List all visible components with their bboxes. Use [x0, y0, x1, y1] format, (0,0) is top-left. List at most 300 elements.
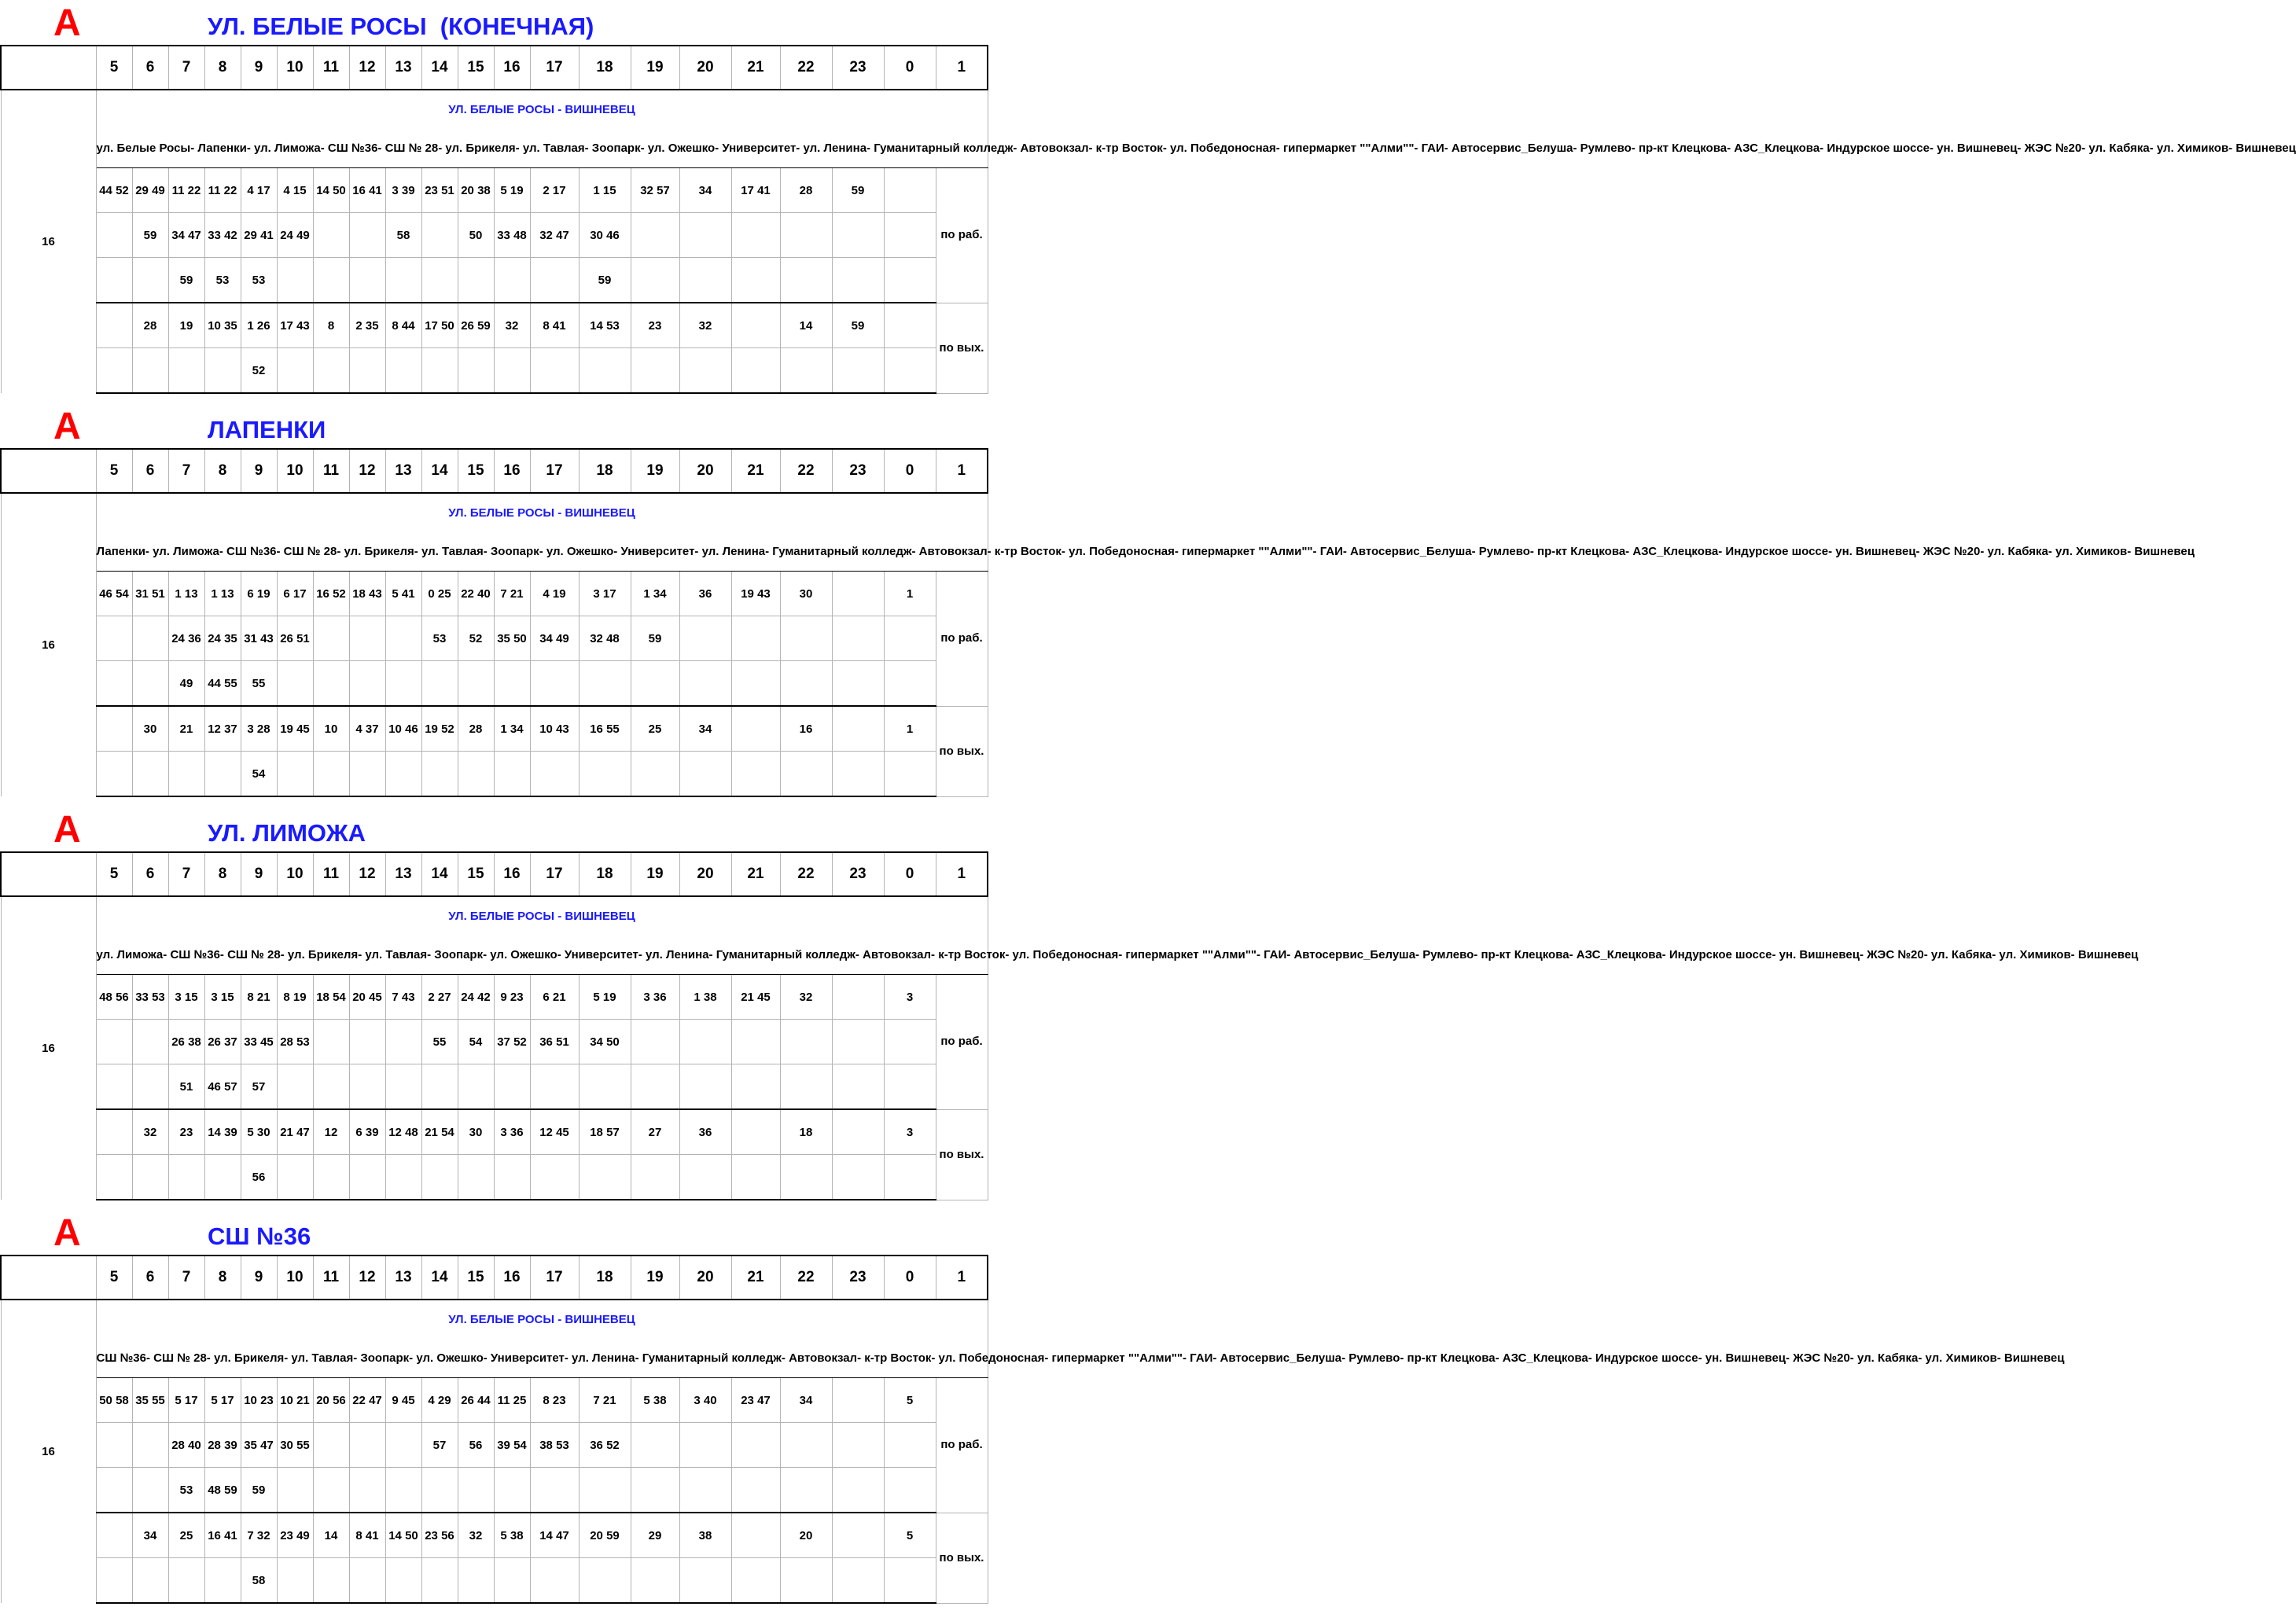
- route-title-row: [1, 896, 988, 935]
- departure-cell: [349, 1558, 385, 1604]
- departure-cell: 2 27: [421, 975, 458, 1020]
- departure-cell: 32: [780, 975, 832, 1020]
- departure-cell: 24 42: [458, 975, 494, 1020]
- timetable-row: [1, 168, 988, 213]
- route-title-row: [1, 90, 988, 128]
- departure-cell: 20 45: [349, 975, 385, 1020]
- departure-cell: 6 39: [349, 1109, 385, 1155]
- departure-cell: 37 52: [494, 1020, 530, 1064]
- timetable-row: [1, 258, 988, 303]
- hour-header: 1: [936, 852, 988, 896]
- departure-cell: 23 56: [421, 1513, 458, 1558]
- departure-cell: [277, 752, 313, 797]
- departure-cell: [96, 303, 132, 348]
- departure-cell: [832, 752, 884, 797]
- hour-header: 7: [168, 1256, 204, 1300]
- hours-corner: [1, 46, 96, 90]
- departure-cell: [884, 213, 936, 258]
- departure-cell: [579, 1155, 631, 1200]
- hour-header: 16: [494, 852, 530, 896]
- hour-header: 17: [530, 46, 579, 90]
- departure-cell: 21 47: [277, 1109, 313, 1155]
- hour-header: 12: [349, 449, 385, 493]
- departure-cell: [579, 752, 631, 797]
- departure-cell: 18 54: [313, 975, 349, 1020]
- departure-cell: [884, 1558, 936, 1604]
- timetable-row: [1, 1109, 988, 1155]
- departure-cell: 3 39: [385, 168, 421, 213]
- departure-cell: 12 48: [385, 1109, 421, 1155]
- departure-cell: [458, 1558, 494, 1604]
- departure-cell: [884, 258, 936, 303]
- hour-header: 16: [494, 449, 530, 493]
- hour-header: 21: [731, 46, 780, 90]
- departure-cell: 59: [631, 616, 679, 661]
- hour-header: 13: [385, 46, 421, 90]
- departure-cell: 5 17: [204, 1378, 241, 1423]
- departure-cell: 50: [458, 213, 494, 258]
- departure-cell: [385, 1423, 421, 1468]
- departure-cell: [313, 258, 349, 303]
- weekend-label: по вых.: [936, 1109, 988, 1200]
- hour-header: 11: [313, 852, 349, 896]
- departure-cell: 19 43: [731, 572, 780, 616]
- departure-cell: 36: [679, 1109, 731, 1155]
- departure-cell: [679, 1155, 731, 1200]
- departure-cell: [631, 1155, 679, 1200]
- departure-cell: [631, 661, 679, 707]
- departure-cell: 14 39: [204, 1109, 241, 1155]
- departure-cell: [884, 661, 936, 707]
- timetable-row: [1, 616, 988, 661]
- departure-cell: 30: [458, 1109, 494, 1155]
- hour-header: 14: [421, 852, 458, 896]
- departure-cell: 58: [385, 213, 421, 258]
- departure-cell: [731, 1513, 780, 1558]
- departure-cell: [884, 303, 936, 348]
- schedule-table: [0, 851, 2139, 1200]
- departure-cell: [494, 258, 530, 303]
- departure-cell: 10 21: [277, 1378, 313, 1423]
- departure-cell: [832, 1558, 884, 1604]
- departure-cell: 17 50: [421, 303, 458, 348]
- departure-cell: [679, 258, 731, 303]
- stops-row: [1, 1338, 988, 1378]
- departure-cell: [884, 1423, 936, 1468]
- departure-cell: 51: [168, 1064, 204, 1110]
- timetable-row: [1, 1513, 988, 1558]
- departure-cell: [421, 661, 458, 707]
- route-title-row: [1, 1300, 988, 1338]
- departure-cell: 32 47: [530, 213, 579, 258]
- section-header: [0, 807, 983, 851]
- stops-list: Лапенки- ул. Лиможа- СШ №36- СШ № 28- ул. Брикеля- ул. Тавлая- Зоопарк- ул. Ожешко- Университет- ул. Ленина- Гуманитарный колледж- Автовокзал- к-тр Восток- ул. Победоносная- гипермаркет ""Алми""- ГАИ- Автосервис_Белуша- Румлево- пр-кт Клецкова- АЗС_Клецкова- Индурское шоссе- ун. Вишневец- ЖЭС №20- ул. Кабяка- ул. Химиков- Вишневец: [96, 531, 988, 572]
- schedule-table: [0, 45, 2296, 394]
- hour-header: 20: [679, 46, 731, 90]
- departure-cell: 30 55: [277, 1423, 313, 1468]
- departure-cell: [494, 1155, 530, 1200]
- departure-cell: 5: [884, 1378, 936, 1423]
- departure-cell: 29 41: [241, 213, 277, 258]
- departure-cell: 3 15: [168, 975, 204, 1020]
- hour-header: 19: [631, 852, 679, 896]
- departure-cell: [204, 752, 241, 797]
- departure-cell: [832, 348, 884, 394]
- departure-cell: 16: [780, 706, 832, 752]
- departure-cell: 28: [132, 303, 168, 348]
- stops-list: ул. Белые Росы- Лапенки- ул. Лиможа- СШ №36- СШ № 28- ул. Брикеля- ул. Тавлая- Зоопарк- ул. Ожешко- Университет- ул. Ленина- Гуманитарный колледж- Автовокзал- к-тр Восток- ул. Победоносная- гипермаркет ""Алми""- ГАИ- Автосервис_Белуша- Румлево- пр-кт Клецкова- АЗС_Клецкова- Индурское шоссе- ун. Вишневец- ЖЭС №20- ул. Кабяка- ул. Химиков- Вишневец: [96, 128, 988, 168]
- departure-cell: [277, 1468, 313, 1513]
- departure-cell: 5 19: [579, 975, 631, 1020]
- hours-row: [1, 449, 988, 493]
- departure-cell: [530, 348, 579, 394]
- departure-cell: [780, 661, 832, 707]
- departure-cell: [385, 258, 421, 303]
- route-number: 16: [1, 896, 96, 1200]
- departure-cell: [313, 616, 349, 661]
- departure-cell: 3: [884, 1109, 936, 1155]
- hour-header: 15: [458, 1256, 494, 1300]
- departure-cell: 54: [241, 752, 277, 797]
- departure-cell: [780, 213, 832, 258]
- hour-header: 22: [780, 449, 832, 493]
- departure-cell: [631, 1558, 679, 1604]
- hour-header: 13: [385, 449, 421, 493]
- hour-header: 16: [494, 46, 530, 90]
- departure-cell: [349, 258, 385, 303]
- departure-cell: 5 38: [631, 1378, 679, 1423]
- departure-cell: [832, 1423, 884, 1468]
- departure-cell: [832, 1378, 884, 1423]
- timetable-row: [1, 572, 988, 616]
- timetable-row: [1, 1558, 988, 1604]
- departure-cell: [277, 348, 313, 394]
- departure-cell: [204, 348, 241, 394]
- departure-cell: 28: [458, 706, 494, 752]
- departure-cell: 55: [241, 661, 277, 707]
- stop-section: [0, 1210, 2065, 1613]
- departure-cell: [313, 1155, 349, 1200]
- hours-corner: [1, 449, 96, 493]
- schedule-table: [0, 448, 2195, 797]
- departure-cell: [679, 348, 731, 394]
- hour-header: 7: [168, 46, 204, 90]
- hour-header: 8: [204, 449, 241, 493]
- departure-cell: [96, 661, 132, 707]
- departure-cell: 20 38: [458, 168, 494, 213]
- departure-cell: 10 46: [385, 706, 421, 752]
- departure-cell: [132, 1423, 168, 1468]
- departure-cell: [884, 1064, 936, 1110]
- departure-cell: 4 15: [277, 168, 313, 213]
- timetable-row: [1, 348, 988, 394]
- departure-cell: 10: [313, 706, 349, 752]
- departure-cell: [530, 661, 579, 707]
- departure-cell: [96, 1468, 132, 1513]
- departure-cell: 3 28: [241, 706, 277, 752]
- timetable-row: [1, 661, 988, 707]
- departure-cell: 12 45: [530, 1109, 579, 1155]
- departure-cell: 6 17: [277, 572, 313, 616]
- departure-cell: [132, 661, 168, 707]
- departure-cell: 35 47: [241, 1423, 277, 1468]
- hours-corner: [1, 852, 96, 896]
- departure-cell: [421, 752, 458, 797]
- departure-cell: 12: [313, 1109, 349, 1155]
- departure-cell: 9 23: [494, 975, 530, 1020]
- timetable-row: [1, 1468, 988, 1513]
- departure-cell: 35 55: [132, 1378, 168, 1423]
- departure-cell: [631, 1020, 679, 1064]
- departure-cell: [780, 1558, 832, 1604]
- departure-cell: 8 21: [241, 975, 277, 1020]
- route-title: УЛ. БЕЛЫЕ РОСЫ - ВИШНЕВЕЦ: [96, 90, 988, 128]
- hour-header: 0: [884, 852, 936, 896]
- departure-cell: 56: [241, 1155, 277, 1200]
- departure-cell: [132, 1020, 168, 1064]
- hours-row: [1, 46, 988, 90]
- departure-cell: [385, 1064, 421, 1110]
- departure-cell: [832, 1109, 884, 1155]
- departure-cell: 26 59: [458, 303, 494, 348]
- departure-cell: [530, 1558, 579, 1604]
- hour-header: 23: [832, 1256, 884, 1300]
- departure-cell: 32 57: [631, 168, 679, 213]
- hour-header: 1: [936, 449, 988, 493]
- departure-cell: [579, 1558, 631, 1604]
- stop-section: [0, 0, 2296, 403]
- departure-cell: [780, 1468, 832, 1513]
- departure-cell: [313, 1064, 349, 1110]
- departure-cell: [731, 1468, 780, 1513]
- hour-header: 15: [458, 852, 494, 896]
- departure-cell: [631, 258, 679, 303]
- departure-cell: 29: [631, 1513, 679, 1558]
- route-title: УЛ. БЕЛЫЕ РОСЫ - ВИШНЕВЕЦ: [96, 896, 988, 935]
- departure-cell: [780, 1020, 832, 1064]
- departure-cell: 34: [132, 1513, 168, 1558]
- bus-letter: A: [53, 406, 81, 447]
- departure-cell: [530, 1155, 579, 1200]
- departure-cell: 32: [679, 303, 731, 348]
- departure-cell: 4 37: [349, 706, 385, 752]
- departure-cell: [313, 1468, 349, 1513]
- departure-cell: 6 19: [241, 572, 277, 616]
- departure-cell: [96, 752, 132, 797]
- departure-cell: [679, 1558, 731, 1604]
- departure-cell: 1 15: [579, 168, 631, 213]
- hour-header: 11: [313, 449, 349, 493]
- stops-list: СШ №36- СШ № 28- ул. Брикеля- ул. Тавлая- Зоопарк- ул. Ожешко- Университет- ул. Ленина- Гуманитарный колледж- Автовокзал- к-тр Восток- ул. Победоносная- гипермаркет ""Алми""- ГАИ- Автосервис_Белуша- Румлево- пр-кт Клецкова- АЗС_Клецкова- Индурское шоссе- ун. Вишневец- ЖЭС №20- ул. Кабяка- ул. Химиков- Вишневец: [96, 1338, 988, 1378]
- departure-cell: 16 55: [579, 706, 631, 752]
- hour-header: 0: [884, 46, 936, 90]
- bus-letter: A: [53, 2, 81, 44]
- hour-header: 13: [385, 852, 421, 896]
- hour-header: 21: [731, 1256, 780, 1300]
- departure-cell: [277, 1064, 313, 1110]
- departure-cell: [132, 616, 168, 661]
- hour-header: 12: [349, 852, 385, 896]
- departure-cell: 19 52: [421, 706, 458, 752]
- departure-cell: [96, 213, 132, 258]
- hour-header: 6: [132, 1256, 168, 1300]
- hour-header: 10: [277, 1256, 313, 1300]
- departure-cell: [96, 1064, 132, 1110]
- hour-header: 10: [277, 449, 313, 493]
- departure-cell: [579, 1468, 631, 1513]
- departure-cell: 18 43: [349, 572, 385, 616]
- departure-cell: [313, 213, 349, 258]
- departure-cell: [313, 1020, 349, 1064]
- hour-header: 12: [349, 46, 385, 90]
- hour-header: 9: [241, 852, 277, 896]
- departure-cell: [385, 661, 421, 707]
- departure-cell: 7 21: [494, 572, 530, 616]
- departure-cell: [679, 661, 731, 707]
- departure-cell: [168, 752, 204, 797]
- departure-cell: [349, 1468, 385, 1513]
- departure-cell: [679, 752, 731, 797]
- departure-cell: 7 43: [385, 975, 421, 1020]
- departure-cell: 32: [132, 1109, 168, 1155]
- weekend-label: по вых.: [936, 1513, 988, 1603]
- hour-header: 8: [204, 852, 241, 896]
- hour-header: 9: [241, 449, 277, 493]
- departure-cell: 16 41: [349, 168, 385, 213]
- hour-header: 17: [530, 852, 579, 896]
- workday-label: по раб.: [936, 572, 988, 707]
- departure-cell: [277, 661, 313, 707]
- departure-cell: 34: [679, 706, 731, 752]
- departure-cell: 1: [884, 572, 936, 616]
- departure-cell: 3 36: [631, 975, 679, 1020]
- departure-cell: [204, 1558, 241, 1604]
- departure-cell: [631, 1468, 679, 1513]
- departure-cell: 34: [780, 1378, 832, 1423]
- departure-cell: 59: [832, 303, 884, 348]
- departure-cell: 20 59: [579, 1513, 631, 1558]
- departure-cell: [385, 1020, 421, 1064]
- bus-letter: A: [53, 1212, 81, 1254]
- departure-cell: [579, 1064, 631, 1110]
- departure-cell: 33 45: [241, 1020, 277, 1064]
- departure-cell: 30: [132, 706, 168, 752]
- departure-cell: 11 25: [494, 1378, 530, 1423]
- departure-cell: 16 52: [313, 572, 349, 616]
- departure-cell: [385, 752, 421, 797]
- timetable-row: [1, 752, 988, 797]
- hour-header: 5: [96, 46, 132, 90]
- departure-cell: 22 47: [349, 1378, 385, 1423]
- departure-cell: 17 43: [277, 303, 313, 348]
- departure-cell: 28 39: [204, 1423, 241, 1468]
- departure-cell: [832, 975, 884, 1020]
- departure-cell: 7 32: [241, 1513, 277, 1558]
- hour-header: 6: [132, 852, 168, 896]
- departure-cell: [132, 1468, 168, 1513]
- departure-cell: 23 47: [731, 1378, 780, 1423]
- hour-header: 5: [96, 449, 132, 493]
- stop-title: УЛ. ЛИМОЖА: [208, 819, 366, 847]
- hours-corner: [1, 1256, 96, 1300]
- departure-cell: 44 52: [96, 168, 132, 213]
- departure-cell: [458, 752, 494, 797]
- departure-cell: [168, 1155, 204, 1200]
- departure-cell: [494, 752, 530, 797]
- departure-cell: [494, 1558, 530, 1604]
- hour-header: 19: [631, 449, 679, 493]
- departure-cell: 1 26: [241, 303, 277, 348]
- departure-cell: 35 50: [494, 616, 530, 661]
- departure-cell: [884, 1155, 936, 1200]
- hour-header: 22: [780, 1256, 832, 1300]
- stops-row: [1, 128, 988, 168]
- departure-cell: 36: [679, 572, 731, 616]
- departure-cell: [277, 258, 313, 303]
- hour-header: 23: [832, 46, 884, 90]
- hour-header: 0: [884, 1256, 936, 1300]
- departure-cell: [349, 616, 385, 661]
- hour-header: 11: [313, 1256, 349, 1300]
- departure-cell: [494, 661, 530, 707]
- departure-cell: 29 49: [132, 168, 168, 213]
- departure-cell: [832, 1020, 884, 1064]
- departure-cell: 1 38: [679, 975, 731, 1020]
- departure-cell: 5 41: [385, 572, 421, 616]
- schedule-table: [0, 1255, 2065, 1604]
- departure-cell: 7 21: [579, 1378, 631, 1423]
- departure-cell: 0 25: [421, 572, 458, 616]
- departure-cell: [421, 1558, 458, 1604]
- departure-cell: 4 17: [241, 168, 277, 213]
- departure-cell: 44 55: [204, 661, 241, 707]
- departure-cell: [96, 1020, 132, 1064]
- departure-cell: 8 44: [385, 303, 421, 348]
- timetable-row: [1, 1020, 988, 1064]
- departure-cell: 8 41: [349, 1513, 385, 1558]
- departure-cell: [884, 752, 936, 797]
- departure-cell: [780, 616, 832, 661]
- departure-cell: 21 45: [731, 975, 780, 1020]
- departure-cell: [731, 752, 780, 797]
- hour-header: 6: [132, 46, 168, 90]
- departure-cell: 12 37: [204, 706, 241, 752]
- departure-cell: [530, 752, 579, 797]
- hour-header: 23: [832, 852, 884, 896]
- departure-cell: 21 54: [421, 1109, 458, 1155]
- departure-cell: 54: [458, 1020, 494, 1064]
- departure-cell: 20: [780, 1513, 832, 1558]
- departure-cell: [832, 572, 884, 616]
- departure-cell: [530, 258, 579, 303]
- departure-cell: 26 38: [168, 1020, 204, 1064]
- departure-cell: 5 19: [494, 168, 530, 213]
- departure-cell: 36 52: [579, 1423, 631, 1468]
- departure-cell: 57: [241, 1064, 277, 1110]
- route-title-row: [1, 493, 988, 531]
- hour-header: 14: [421, 1256, 458, 1300]
- departure-cell: 24 49: [277, 213, 313, 258]
- departure-cell: [421, 258, 458, 303]
- departure-cell: 34 47: [168, 213, 204, 258]
- hour-header: 18: [579, 1256, 631, 1300]
- departure-cell: 26 37: [204, 1020, 241, 1064]
- departure-cell: [780, 258, 832, 303]
- departure-cell: 3 17: [579, 572, 631, 616]
- hour-header: 21: [731, 449, 780, 493]
- departure-cell: 30 46: [579, 213, 631, 258]
- departure-cell: [458, 661, 494, 707]
